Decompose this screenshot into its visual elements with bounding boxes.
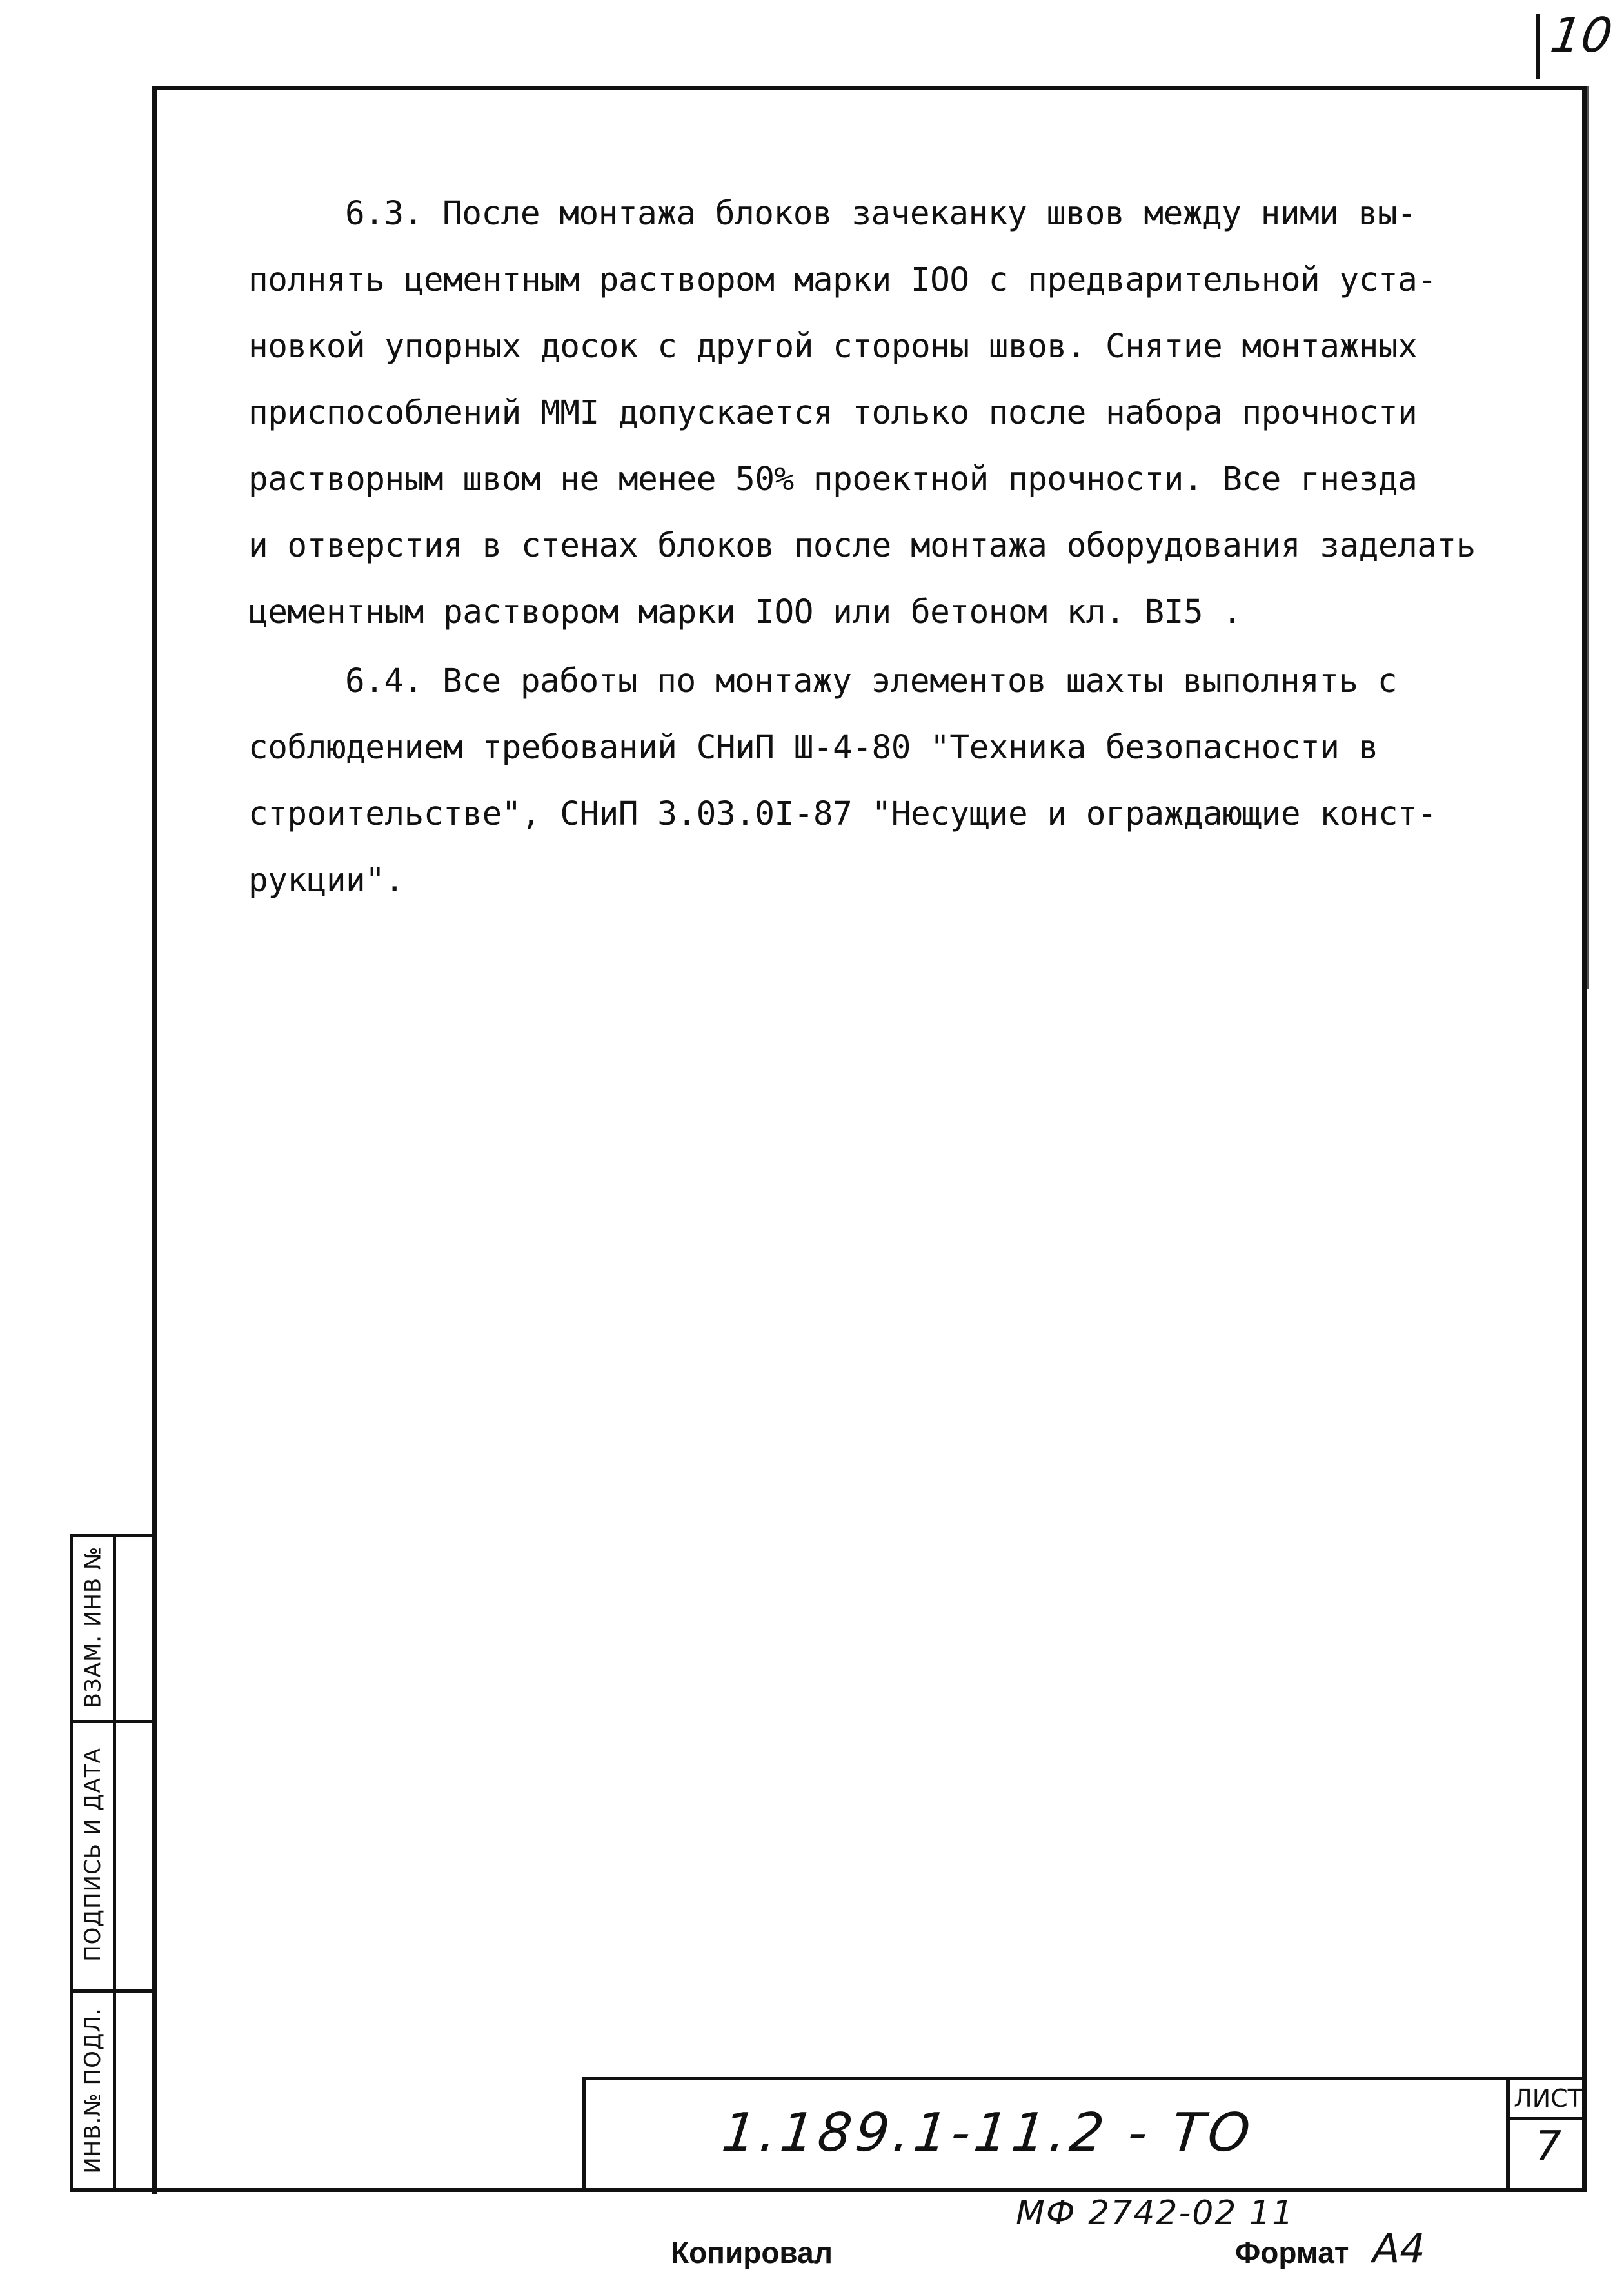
document-code: 1.189.1-11.2 - ТО <box>719 2102 1257 2164</box>
corner-mark <box>1536 14 1540 79</box>
title-block-top-border <box>582 2077 1587 2080</box>
text-line: соблюдением требований СНиП Ш-4-80 "Техника безопасности в <box>248 729 1378 767</box>
side-stamp-label: ИНВ.№ ПОДЛ. <box>80 2008 106 2174</box>
title-block-left-border <box>582 2077 586 2192</box>
document-body <box>248 181 1538 914</box>
format-value: А4 <box>1372 2225 1425 2272</box>
side-stamp-label: ПОДПИСЬ И ДАТА <box>80 1748 106 1962</box>
side-stamp-original-inv <box>70 1989 116 2192</box>
text-line: растворным швом не менее 50% проектной прочности. Все гнезда <box>248 460 1418 498</box>
text-line: новкой упорных досок с другой стороны швов. Снятие монтажных <box>248 328 1418 366</box>
paragraph-6-4 <box>248 648 1538 914</box>
sheet-number: 7 <box>1535 2123 1561 2171</box>
side-stamp-signature-date <box>70 1720 116 1989</box>
text-line: строительстве", СНиП 3.03.0I-87 "Несущие и ограждающие конст- <box>248 795 1437 833</box>
text-line: цементным раствором марки IOO или бетоном кл. BI5 . <box>248 593 1242 631</box>
side-stamp-label: ВЗАМ. ИНВ № <box>80 1546 106 1708</box>
frame-right-border <box>1582 86 1587 2188</box>
format-label: Формат <box>1235 2236 1349 2269</box>
handwritten-page-number: 10 <box>1547 8 1616 63</box>
text-line: полнять цементным раствором марки IOO с предварительной уста- <box>248 261 1437 299</box>
sheet-label: ЛИСТ <box>1514 2084 1583 2113</box>
frame-top-border <box>152 86 1587 90</box>
text-line: и отверстия в стенах блоков после монтажа оборудования заделать <box>248 527 1476 565</box>
archive-note: МФ 2742-02 11 <box>1016 2194 1295 2233</box>
side-stamp-replacement-inv <box>70 1534 116 1720</box>
paragraph-6-3 <box>248 181 1538 646</box>
copied-label: Копировал <box>671 2236 833 2269</box>
text-line: приспособлений ММI допускается только после набора прочности <box>248 394 1418 432</box>
frame-bottom-border <box>70 2188 1587 2192</box>
text-line: 6.4. Все работы по монтажу элементов шахты выполнять с <box>345 662 1398 700</box>
title-block-sheet-row-divider <box>1506 2117 1587 2120</box>
frame-right-shadow <box>1587 86 1589 989</box>
text-line: рукции". <box>248 862 404 900</box>
text-line: 6.3. После монтажа блоков зачеканку швов между ними вы- <box>345 195 1417 233</box>
